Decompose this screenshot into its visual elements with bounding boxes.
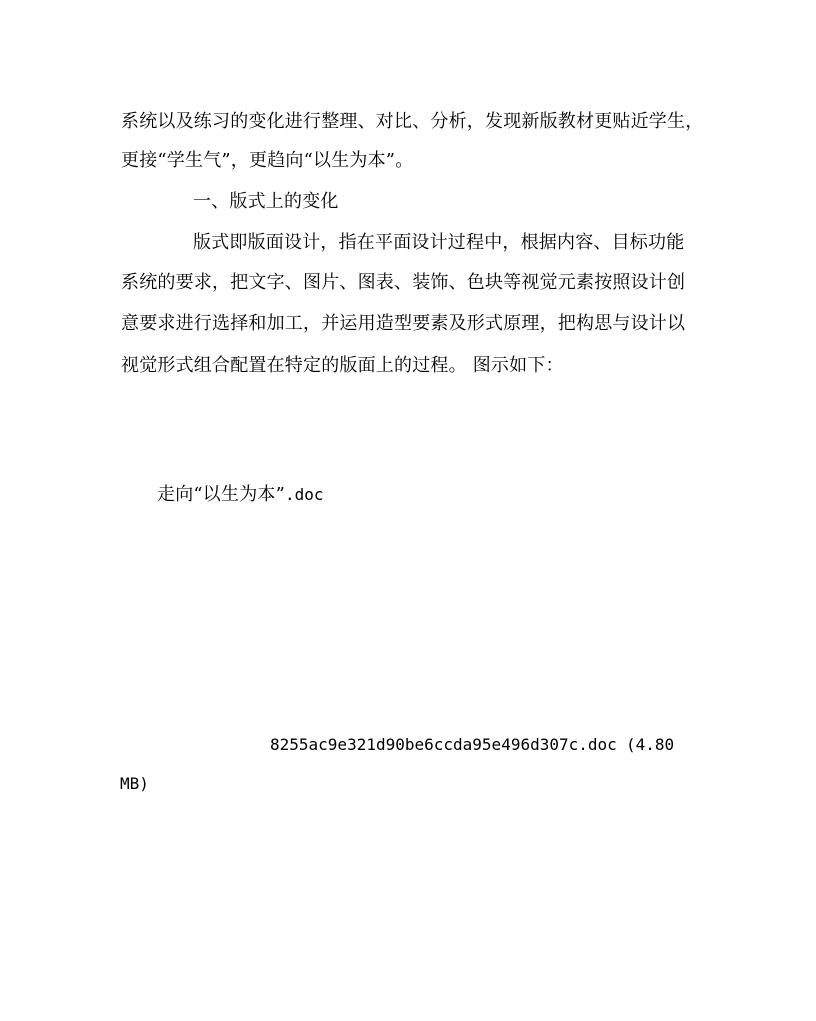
paragraph-1-line-1: 系统以及练习的变化进行整理、对比、分析，发现新版教材更贴近学生， xyxy=(121,111,704,132)
attachment-file-link[interactable]: 8255ac9e321d90be6ccda95e496d307c.doc xyxy=(270,735,617,754)
paragraph-2-line-4: 视觉形式组合配置在特定的版面上的过程。 图示如下： xyxy=(121,355,564,376)
paragraph-2-line-3: 意要求进行选择和加工，并运用造型要素及形式原理，把构思与设计以 xyxy=(121,313,686,334)
paragraph-2-line-1: 版式即版面设计，指在平面设计过程中，根据内容、目标功能 xyxy=(193,232,685,253)
paragraph-2-line-2: 系统的要求，把文字、图片、图表、装饰、色块等视觉元素按照设计创 xyxy=(121,272,686,293)
attachment-name-prefix: 走向“以生为本” xyxy=(157,484,286,505)
attachment-name-link[interactable] xyxy=(157,483,324,507)
section-heading: 一、版式上的变化 xyxy=(193,191,339,212)
attachment-size-part-1: (4.80 xyxy=(626,735,675,754)
attachment-name-extension: .doc xyxy=(285,485,324,504)
paragraph-1-line-2: 更接“学生气”，更趋向“以生为本”。 xyxy=(121,150,414,171)
attachment-size-part-2: MB) xyxy=(120,774,149,793)
